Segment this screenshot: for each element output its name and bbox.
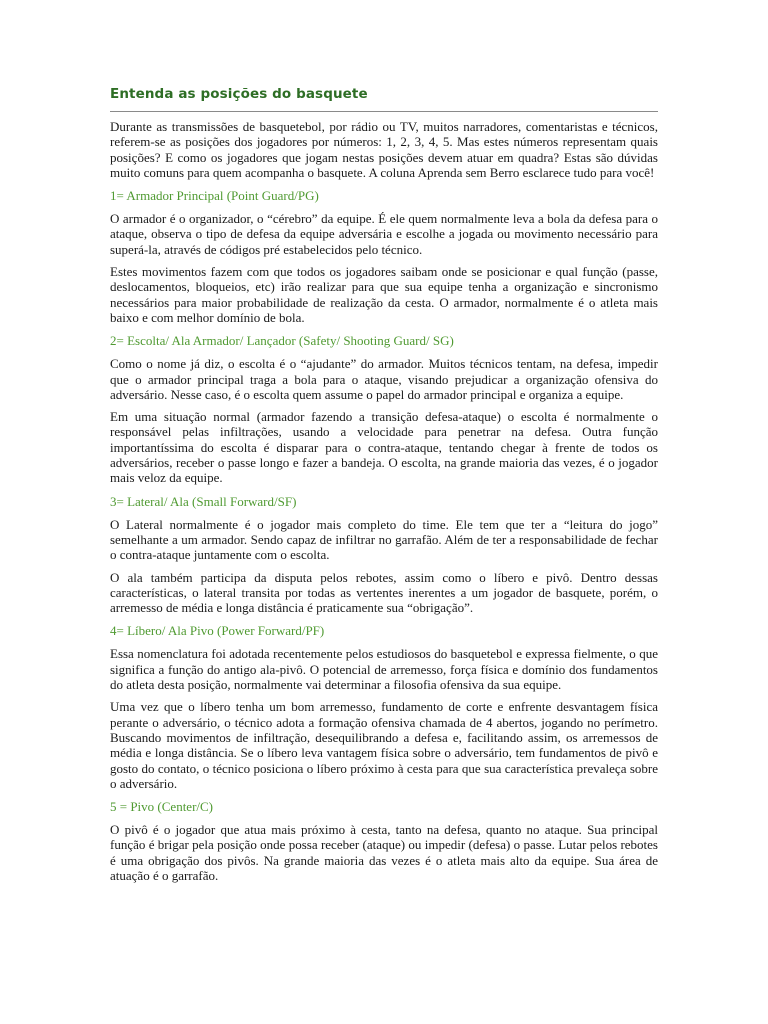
section-heading: 5 = Pivo (Center/C) <box>110 799 214 815</box>
section-heading: 2= Escolta/ Ala Armador/ Lançador (Safety/ Shooting Guard/ SG) <box>110 333 454 349</box>
section-power-forward <box>110 623 658 791</box>
section-paragraph: Em uma situação normal (armador fazendo a transição defesa-ataque) o escolta é normalmente o responsável pelas infiltrações, usando a velocidade para penetrar na defesa. Outra função importantíssima do escolta é disparar para o contra-ataque, tentando chegar à frente de todos os adversários, receber o passe longo e fazer a bandeja. O escolta, na grande maioria das vezes, é o jogador mais veloz da equipe. <box>110 409 658 486</box>
title-divider <box>110 111 658 112</box>
section-paragraph: O pivô é o jogador que atua mais próximo à cesta, tanto na defesa, quanto no ataque. Sua principal função é brigar pela posição onde possa receber (ataque) ou impedir (defesa) o passe. Lutar pelos rebotes é uma obrigação dos pivôs. Na grande maioria das vezes é o atleta mais alto da equipe. Sua área de atuação é o garrafão. <box>110 822 658 883</box>
section-paragraph: O armador é o organizador, o “cérebro” da equipe. É ele quem normalmente leva a bola da defesa para o ataque, observa o tipo de defesa da equipe adversária e escolhe a jogada ou movimento necessário para superá-la, através de códigos pré estabelecidos pelo técnico. <box>110 211 658 257</box>
section-paragraph: Uma vez que o líbero tenha um bom arremesso, fundamento de corte e enfrente desvantagem física perante o adversário, o técnico adota a formação ofensiva chamada de 4 abertos, jogando no perímetro. Buscando movimentos de infiltração, desequilibrando a defesa e, facilitando assim, os arremessos de média e longa distância. Se o líbero leva vantagem física sobre o adversário, tem fundamentos de pivô e gosto do contato, o técnico posiciona o líbero próximo à cesta para que sua característica prevaleça sobre o adversário. <box>110 699 658 791</box>
document-page <box>110 84 658 890</box>
section-small-forward <box>110 494 658 616</box>
section-heading: 4= Líbero/ Ala Pivo (Power Forward/PF) <box>110 623 325 639</box>
section-center <box>110 799 658 883</box>
page-title: Entenda as posições do basquete <box>110 86 368 102</box>
section-paragraph: Estes movimentos fazem com que todos os jogadores saibam onde se posicionar e qual função (passe, deslocamentos, bloqueios, etc) irão realizar para que sua equipe tenha a organização e sincronismo necessários para maior probabilidade de realização da cesta. O armador, normalmente é o atleta mais baixo e com melhor domínio de bola. <box>110 264 658 325</box>
section-paragraph: Essa nomenclatura foi adotada recentemente pelos estudiosos do basquetebol e expressa fielmente, o que significa a função do antigo ala-pivô. O potencial de arremesso, força física e domínio dos fundamentos do atleta desta posição, normalmente vai determinar a filosofia ofensiva da sua equipe. <box>110 646 658 693</box>
section-paragraph: Como o nome já diz, o escolta é o “ajudante” do armador. Muitos técnicos tentam, na defesa, impedir que o armador principal traga a bola para o ataque, visando prejudicar a organização ofensiva do adversário. Nesse caso, é o escolta quem assume o papel do armador principal e organiza a equipe. <box>110 356 658 402</box>
section-shooting-guard <box>110 333 658 485</box>
section-point-guard <box>110 188 658 325</box>
section-heading: 1= Armador Principal (Point Guard/PG) <box>110 188 319 204</box>
section-heading: 3= Lateral/ Ala (Small Forward/SF) <box>110 493 297 509</box>
section-paragraph: O ala também participa da disputa pelos rebotes, assim como o líbero e pivô. Dentro dessas características, o lateral transita por todas as vertentes inerentes a um jogador de basquete, porém, o arremesso de média e longa distância é praticamente sua “obrigação”. <box>110 569 658 616</box>
intro-paragraph: Durante as transmissões de basquetebol, por rádio ou TV, muitos narradores, comentaristas e técnicos, referem-se as posições dos jogadores por números: 1, 2, 3, 4, 5. Mas estes números representam quais posições? E como os jogadores que jogam nestas posições devem atuar em quadra? Estas são dúvidas muito comuns para quem acompanha o basquete. A coluna Aprenda sem Berro esclarece tudo para você! <box>110 119 658 180</box>
section-paragraph: O Lateral normalmente é o jogador mais completo do time. Ele tem que ter a “leitura do jogo” semelhante a um armador. Sendo capaz de infiltrar no garrafão. Além de ter a responsabilidade de fechar o contra-ataque juntamente com o escolta. <box>110 516 658 563</box>
